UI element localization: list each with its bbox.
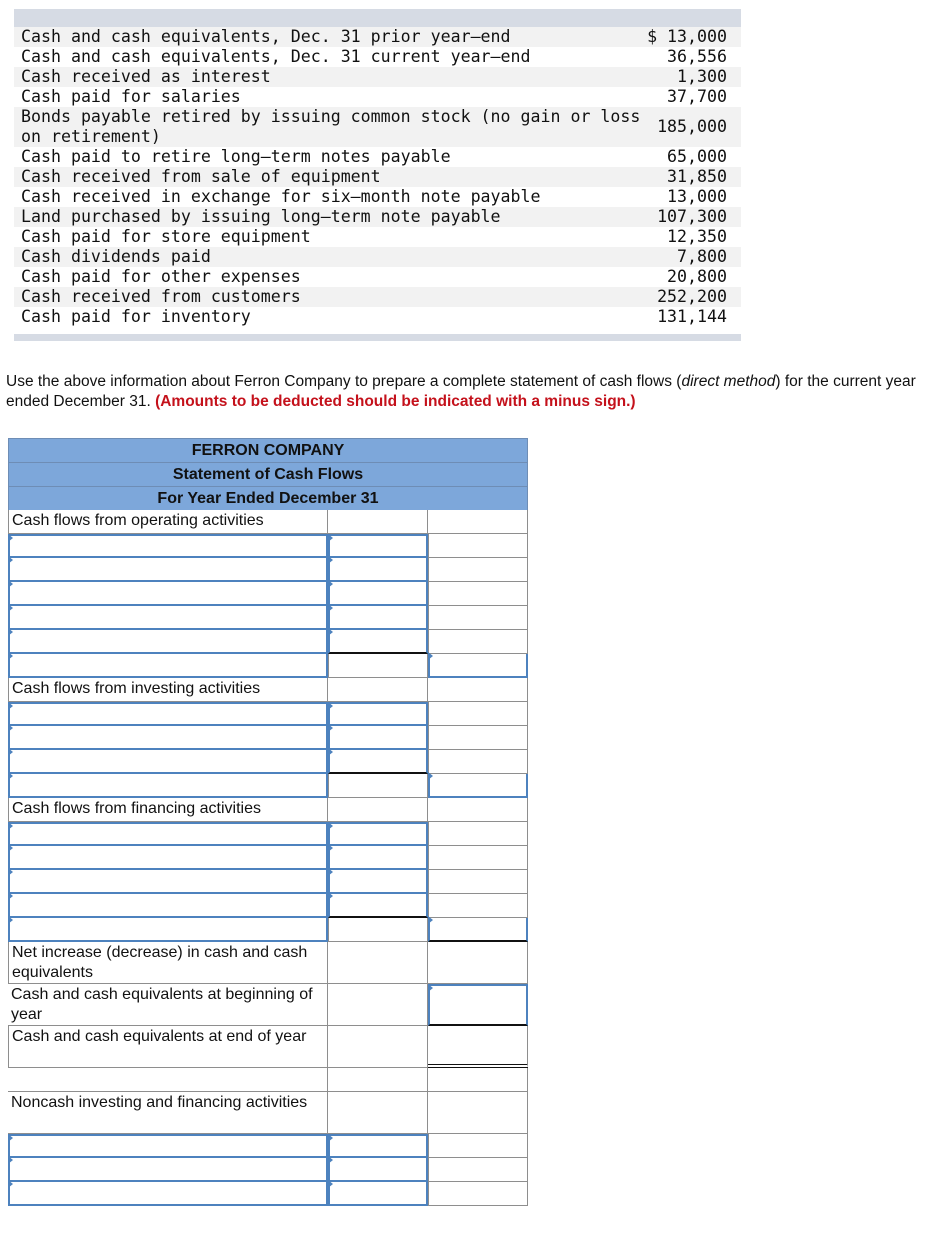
end-label: Cash and cash equivalents at end of year: [8, 1026, 328, 1068]
beginning-cash-input[interactable]: [428, 984, 528, 1026]
empty-cell: [328, 774, 428, 798]
data-row-amount: 13,000: [667, 187, 727, 206]
description-input[interactable]: [8, 1134, 328, 1158]
empty-cell: [328, 678, 428, 702]
data-row: [14, 187, 741, 207]
amount-input[interactable]: [328, 630, 428, 654]
empty-cell: [428, 750, 528, 774]
empty-cell: [428, 558, 528, 582]
data-row: [14, 87, 741, 107]
instructions-text-a: Use the above information about Ferron Company to prepare a complete statement of cash flows (: [6, 373, 682, 390]
amount-input[interactable]: [328, 1134, 428, 1158]
empty-cell: [328, 1092, 428, 1134]
data-row: [14, 27, 741, 47]
empty-cell: [428, 582, 528, 606]
data-row-label: Cash received from customers: [21, 287, 301, 306]
statement-grid: [8, 510, 528, 1206]
table-bottom-bar: [14, 334, 741, 341]
empty-cell: [428, 798, 528, 822]
data-row: [14, 47, 741, 67]
data-row-label: Cash received from sale of equipment: [21, 167, 381, 186]
data-row-label: Cash received as interest: [21, 67, 271, 86]
empty-cell: [428, 1182, 528, 1206]
given-data-table: [14, 9, 741, 341]
description-input[interactable]: [8, 534, 328, 558]
data-row-label: Cash paid for store equipment: [21, 227, 311, 246]
description-input[interactable]: [8, 702, 328, 726]
description-input[interactable]: [8, 918, 328, 942]
data-row-amount: 65,000: [667, 147, 727, 166]
amount-input[interactable]: [328, 750, 428, 774]
total-input[interactable]: [428, 774, 528, 798]
empty-cell: [328, 510, 428, 534]
description-input[interactable]: [8, 630, 328, 654]
table-top-bar: [14, 9, 741, 27]
amount-input[interactable]: [328, 846, 428, 870]
description-input[interactable]: [8, 846, 328, 870]
data-row-label: Cash received in exchange for six–month note payable: [21, 187, 541, 206]
data-row-label: Cash dividends paid: [21, 247, 211, 266]
amount-input[interactable]: [328, 558, 428, 582]
description-input[interactable]: [8, 606, 328, 630]
empty-cell: [328, 984, 428, 1026]
empty-cell: [428, 1092, 528, 1134]
empty-cell: [428, 894, 528, 918]
data-row: [14, 107, 741, 147]
empty-cell: [328, 798, 428, 822]
data-row-amount: 7,800: [677, 247, 727, 266]
empty-cell: [428, 1068, 528, 1092]
empty-cell: [428, 942, 528, 984]
description-input[interactable]: [8, 894, 328, 918]
data-row-label: Cash and cash equivalents, Dec. 31 prior year–end: [21, 27, 511, 46]
empty-cell: [428, 702, 528, 726]
data-row-label: Cash paid for other expenses: [21, 267, 301, 286]
empty-cell: [328, 942, 428, 984]
empty-cell: [428, 630, 528, 654]
investing-section-label: Cash flows from investing activities: [8, 678, 328, 702]
description-input[interactable]: [8, 774, 328, 798]
empty-cell: [428, 606, 528, 630]
amount-input[interactable]: [328, 606, 428, 630]
data-row-amount: 252,200: [657, 287, 727, 306]
data-row: [14, 247, 741, 267]
empty-cell: [428, 678, 528, 702]
data-row-amount: 185,000: [657, 117, 727, 136]
statement-title: Statement of Cash Flows: [8, 462, 528, 486]
cash-flow-statement: [8, 438, 528, 1206]
amount-input[interactable]: [328, 1182, 428, 1206]
data-row-label: Bonds payable retired by issuing common stock (no gain or loss on retirement): [21, 107, 641, 146]
data-row-label: Land purchased by issuing long–term note payable: [21, 207, 501, 226]
statement-company: FERRON COMPANY: [8, 438, 528, 462]
description-input[interactable]: [8, 750, 328, 774]
description-input[interactable]: [8, 870, 328, 894]
total-input[interactable]: [428, 654, 528, 678]
data-row-amount: 36,556: [667, 47, 727, 66]
financing-section-label: Cash flows from financing activities: [8, 798, 328, 822]
empty-cell: [328, 918, 428, 942]
empty-cell: [428, 822, 528, 846]
description-input[interactable]: [8, 726, 328, 750]
data-row: [14, 267, 741, 287]
amount-input[interactable]: [328, 702, 428, 726]
description-input[interactable]: [8, 1158, 328, 1182]
data-row-label: Cash paid to retire long–term notes payable: [21, 147, 451, 166]
description-input[interactable]: [8, 558, 328, 582]
data-row-amount: 20,800: [667, 267, 727, 286]
empty-cell: [328, 1068, 428, 1092]
description-input[interactable]: [8, 822, 328, 846]
data-row-label: Cash paid for salaries: [21, 87, 241, 106]
instructions-note: (Amounts to be deducted should be indicated with a minus sign.): [155, 393, 636, 410]
instructions: [6, 372, 928, 412]
data-row-amount: 131,144: [657, 307, 727, 326]
statement-period: For Year Ended December 31: [8, 486, 528, 510]
instructions-text-b: ) for the current year ended December 31.: [6, 373, 916, 410]
data-row-amount: 31,850: [667, 167, 727, 186]
end-cash-total: [428, 1026, 528, 1068]
data-row-amount: 1,300: [677, 67, 727, 86]
amount-input[interactable]: [328, 870, 428, 894]
empty-cell: [428, 1134, 528, 1158]
amount-input[interactable]: [328, 822, 428, 846]
data-row-amount: 12,350: [667, 227, 727, 246]
amount-input[interactable]: [328, 582, 428, 606]
description-input[interactable]: [8, 582, 328, 606]
empty-cell: [428, 1158, 528, 1182]
data-row: [14, 167, 741, 187]
instructions-method: direct method: [681, 373, 776, 390]
data-row-label: Cash paid for inventory: [21, 307, 251, 326]
operating-section-label: Cash flows from operating activities: [8, 510, 328, 534]
amount-input[interactable]: [328, 726, 428, 750]
data-row-amount: 37,700: [667, 87, 727, 106]
empty-cell: [328, 654, 428, 678]
empty-cell: [428, 510, 528, 534]
net-change-label: Net increase (decrease) in cash and cash equivalents: [8, 942, 328, 984]
empty-cell: [8, 1068, 328, 1092]
amount-input[interactable]: [328, 894, 428, 918]
empty-cell: [328, 1026, 428, 1068]
description-input[interactable]: [8, 654, 328, 678]
data-row-amount: 107,300: [657, 207, 727, 226]
data-row-amount: $ 13,000: [647, 27, 727, 46]
data-row: [14, 67, 741, 87]
data-row: [14, 307, 741, 327]
description-input[interactable]: [8, 1182, 328, 1206]
amount-input[interactable]: [328, 1158, 428, 1182]
data-row: [14, 227, 741, 247]
empty-cell: [428, 534, 528, 558]
data-row-label: Cash and cash equivalents, Dec. 31 current year–end: [21, 47, 531, 66]
data-row: [14, 147, 741, 167]
empty-cell: [428, 870, 528, 894]
noncash-section-label: Noncash investing and financing activities: [8, 1092, 328, 1134]
empty-cell: [428, 726, 528, 750]
total-input[interactable]: [428, 918, 528, 942]
amount-input[interactable]: [328, 534, 428, 558]
beginning-label: Cash and cash equivalents at beginning of year: [8, 984, 328, 1026]
given-data-rows: [14, 27, 741, 327]
data-row: [14, 207, 741, 227]
data-row: [14, 287, 741, 307]
empty-cell: [428, 846, 528, 870]
